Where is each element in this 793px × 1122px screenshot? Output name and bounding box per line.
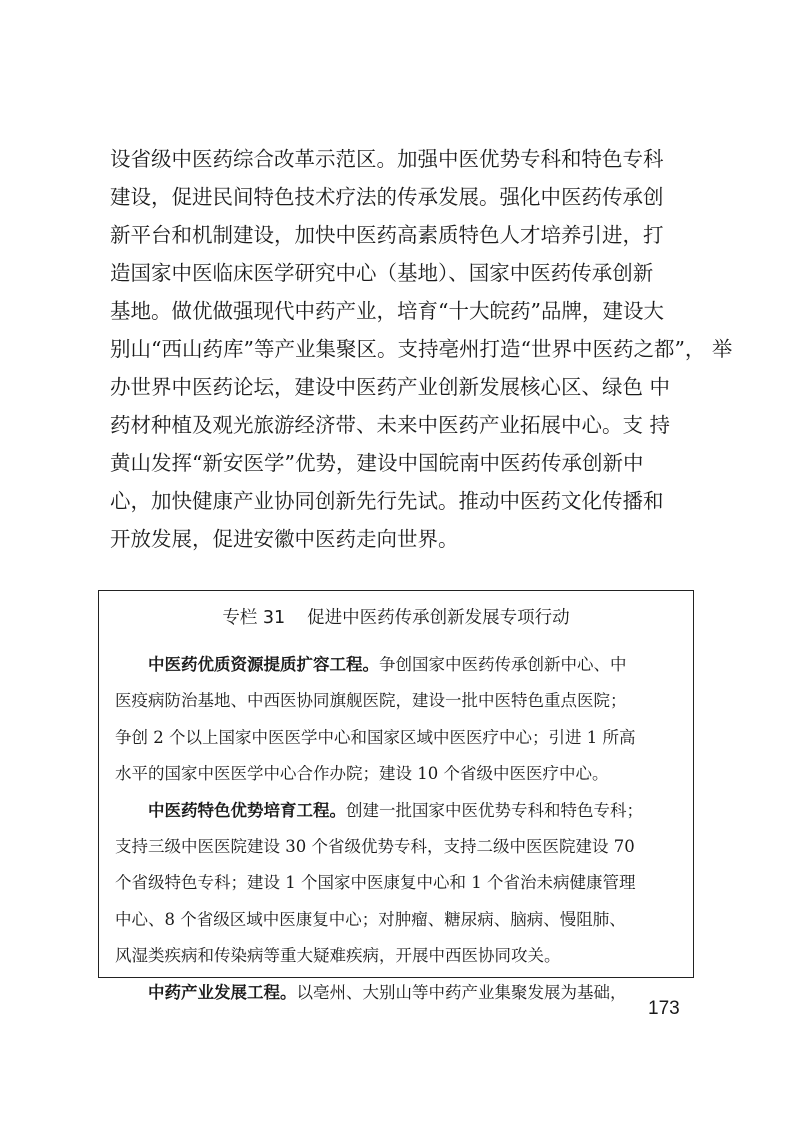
box-line-text: 以亳州、大别山等中药产业集聚发展为基础，: [296, 982, 627, 1002]
box-line-text: 水平的国家中医医学中心合作办院；建设 10 个省级中医医疗中心。: [115, 764, 609, 784]
project-heading: 中医药优质资源提质扩容工程。: [148, 655, 379, 674]
project-heading: 中药产业发展工程。: [148, 982, 297, 1002]
body-line: 建设，促进民间特色技术疗法的传承发展。强化中医药传承创: [110, 185, 664, 209]
box-line: [115, 829, 685, 865]
box-line: [115, 647, 685, 683]
body-paragraph: [110, 140, 733, 558]
body-line: 设省级中医药综合改革示范区。加强中医优势专科和特色专科: [110, 147, 664, 171]
body-line: 办世界中医药论坛，建设中医药产业创新发展核心区、绿色 中: [110, 375, 671, 399]
body-line: 开放发展，促进安徽中医药走向世界。: [110, 527, 459, 551]
box-title: [99, 599, 693, 637]
box-line: [115, 865, 685, 901]
body-line: 黄山发挥“新安医学”优势，建设中国皖南中医药传承创新中: [110, 451, 644, 475]
box-line-text: 个省级特色专科；建设 1 个国家中医康复中心和 1 个省治未病健康管理: [115, 873, 636, 893]
box-line-text: 支持三级中医医院建设 30 个省级优势专科，支持二级中医医院建设 70: [115, 836, 635, 856]
box-body: [115, 647, 685, 1011]
special-column-box: [98, 590, 694, 1002]
body-line: 心，加快健康产业协同创新先行先试。推动中医药文化传播和: [110, 489, 664, 513]
page-number: 173: [648, 998, 680, 1019]
box-line-text: 医疫病防治基地、中西医协同旗舰医院，建设一批中医特色重点医院；: [115, 691, 627, 711]
box-line: [115, 902, 685, 938]
box-line: [115, 938, 685, 974]
box-line: [115, 793, 685, 829]
body-line: 造国家中医临床医学研究中心（基地）、国家中医药传承创新: [110, 261, 654, 285]
body-line: 基地。做优做强现代中药产业，培育“十大皖药”品牌，建设大: [110, 299, 664, 323]
body-line: 别山“西山药库”等产业集聚区。支持亳州打造“世界中医药之都”， 举: [110, 337, 733, 361]
box-line: [115, 683, 685, 719]
box-line-text: 争创 2 个以上国家中医医学中心和国家区域中医医疗中心；引进 1 所高: [115, 727, 636, 747]
box-line-text: 风湿类疾病和传染病等重大疑难疾病，开展中西医协同攻关。: [115, 946, 561, 966]
box-line-text: 中心、8 个省级区域中医康复中心；对肿瘤、糖尿病、脑病、慢阻肺、: [115, 909, 626, 929]
box-title-number: 专栏 31: [222, 608, 286, 628]
body-line: 药材种植及观光旅游经济带、未来中医药产业拓展中心。支 持: [110, 413, 671, 437]
box-line: [115, 720, 685, 756]
box-line: [115, 756, 685, 792]
box-line-text: 创建一批国家中医优势专科和特色专科；: [346, 800, 643, 820]
box-line-text: 争创国家中医药传承创新中心、中: [379, 655, 627, 674]
box-title-text: 促进中医药传承创新发展专项行动: [307, 608, 570, 628]
box-line: [115, 975, 685, 1011]
project-heading: 中医药特色优势培育工程。: [148, 800, 346, 820]
body-line: 新平台和机制建设，加快中医药高素质特色人才培养引进，打: [110, 223, 664, 247]
